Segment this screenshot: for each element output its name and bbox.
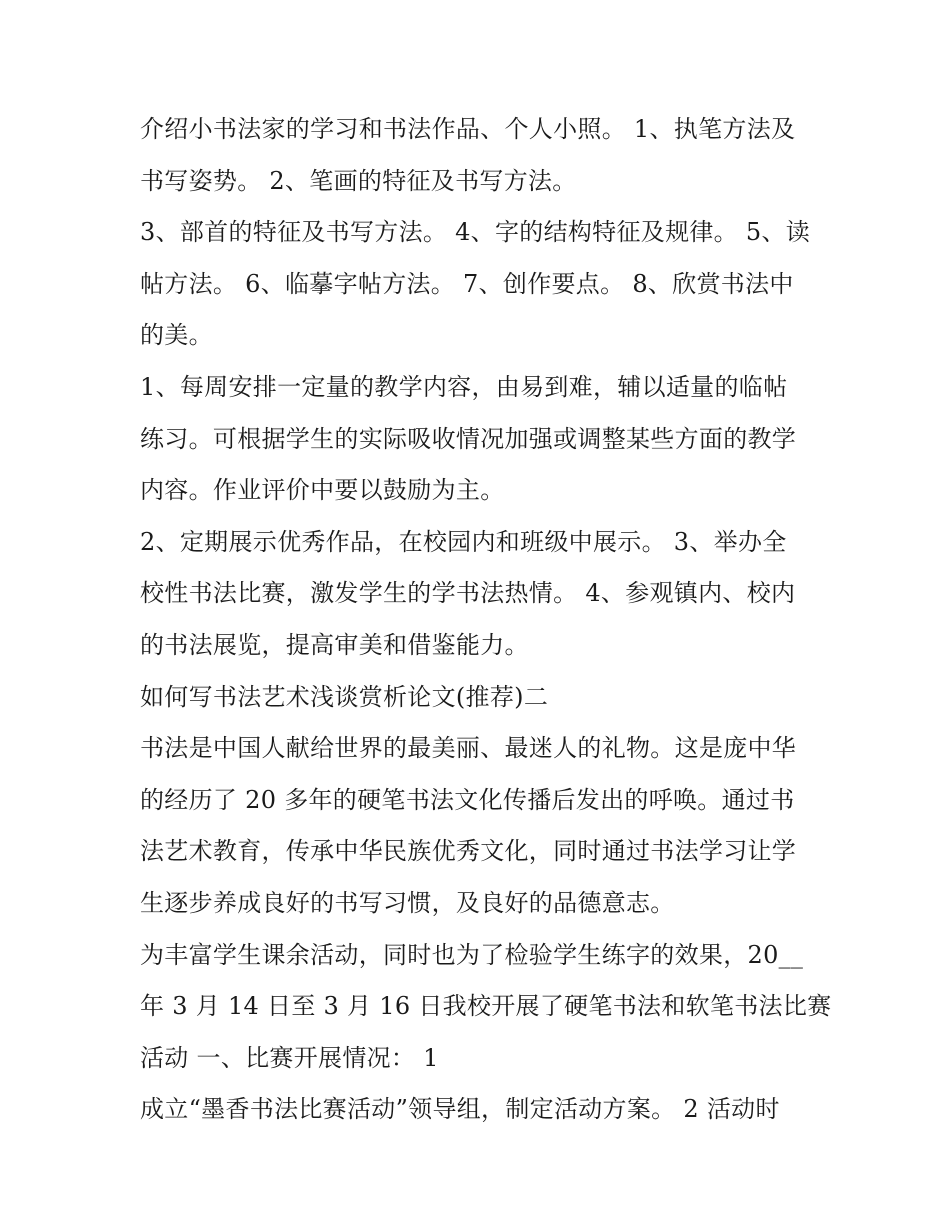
text-line: 书写姿势。 2、笔画的特征及书写方法。: [140, 166, 577, 195]
text-line: 介绍小书法家的学习和书法作品、个人小照。 1、执笔方法及: [140, 115, 796, 143]
text-line: 的书法展览，提高审美和借鉴能力。: [140, 630, 529, 659]
text-line: 的经历了 20 多年的硬笔书法文化传播后发出的呼唤。通过书: [140, 785, 795, 814]
text-line: 帖方法。 6、临摹字帖方法。 7、创作要点。 8、欣赏书法中: [140, 269, 794, 298]
section-title: 如何写书法艺术浅谈赏析论文(推荐)二: [140, 682, 549, 711]
text-line: 书法是中国人献给世界的最美丽、最迷人的礼物。这是庞中华: [140, 734, 797, 763]
text-line: 校性书法比赛，激发学生的学书法热情。 4、参观镇内、校内: [140, 579, 796, 608]
text-line: 成立“墨香书法比赛活动”领导组，制定活动方案。 2 活动时: [140, 1095, 780, 1124]
text-line: 法艺术教育，传承中华民族优秀文化，同时通过书法学习让学: [140, 837, 797, 866]
text-line: 1、每周安排一定量的教学内容，由易到难，辅以适量的临帖: [140, 372, 788, 401]
text-line: 活动 一、比赛开展情况： 1: [140, 1043, 439, 1072]
text-line: 生逐步养成良好的书写习惯，及良好的品德意志。: [140, 888, 675, 917]
text-line: 为丰富学生课余活动，同时也为了检验学生练字的效果，20__: [140, 940, 804, 969]
text-line: 练习。可根据学生的实际吸收情况加强或调整某些方面的教学: [140, 424, 797, 453]
text-line: 3、部首的特征及书写方法。 4、字的结构特征及规律。 5、读: [140, 218, 811, 247]
text-line: 的美。: [140, 321, 213, 350]
document-body: [140, 104, 830, 1136]
text-line: 2、定期展示优秀作品，在校园内和班级中展示。 3、举办全: [140, 527, 787, 556]
text-line: 年 3 月 14 日至 3 月 16 日我校开展了硬笔书法和软笔书法比赛: [140, 992, 832, 1021]
text-line: 内容。作业评价中要以鼓励为主。: [140, 476, 505, 505]
